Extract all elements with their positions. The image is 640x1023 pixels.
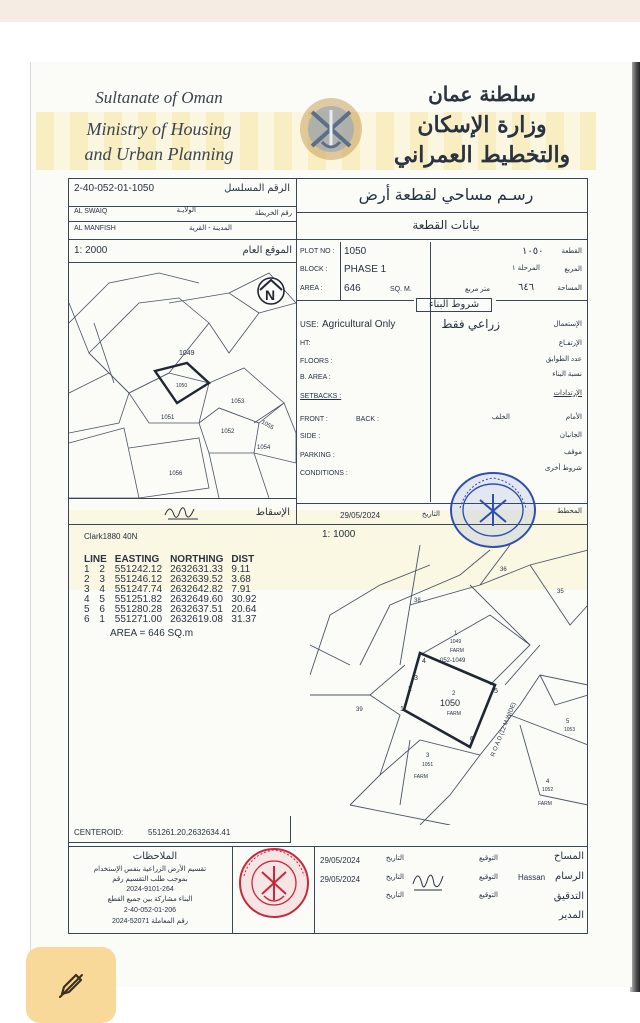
northing: 2632619.08 bbox=[170, 614, 223, 625]
floors-label: FLOORS : bbox=[300, 358, 333, 365]
surveyor-label-ar: المساح bbox=[553, 851, 584, 862]
vertex-label: 6 bbox=[470, 736, 474, 743]
ministry-name-ar-line1: وزارة الإسكان bbox=[417, 112, 547, 138]
front-ar-label: الأمام bbox=[565, 414, 582, 421]
line-to: 5 bbox=[99, 594, 105, 605]
northing: 2632642.82 bbox=[170, 584, 223, 595]
block-label: BLOCK : bbox=[300, 266, 328, 273]
grid-line bbox=[68, 842, 290, 843]
remark-line: 2024-9101-264 bbox=[126, 886, 174, 893]
serial-label-ar: الرقم المسلسل bbox=[224, 183, 290, 194]
sketch-label: 35 bbox=[557, 589, 564, 595]
col-dist: DIST bbox=[231, 554, 255, 565]
use-ar-value: زراعي فقط bbox=[441, 317, 500, 331]
general-location-label-ar: الموقع العام bbox=[242, 245, 292, 256]
col-line: LINE bbox=[84, 554, 107, 565]
village-label-ar: المدينة - القرية bbox=[188, 225, 232, 232]
northing: 2632637.51 bbox=[170, 604, 223, 615]
northing: 2632631.33 bbox=[170, 564, 223, 575]
use-ar-label: الإستعمال bbox=[553, 321, 582, 328]
vertex-label: 3 bbox=[414, 675, 418, 682]
location-scale: 1: 2000 bbox=[74, 245, 108, 256]
side-label: SIDE : bbox=[300, 433, 321, 440]
ministry-name-line2: and Urban Planning bbox=[84, 144, 234, 164]
sketch-plot-id: 1050 bbox=[440, 698, 461, 708]
map-plot-label: 1049 bbox=[179, 350, 195, 357]
projection-label-ar: الإسقاط bbox=[255, 507, 290, 518]
edit-button[interactable] bbox=[26, 947, 116, 1023]
sketch-label: 5 bbox=[566, 719, 570, 725]
director-label-ar: المدير bbox=[558, 910, 584, 921]
sketch-label: 4 bbox=[546, 779, 550, 785]
setbacks-label: SETBACKS : bbox=[300, 393, 342, 400]
easting: 551271.00 bbox=[114, 614, 163, 625]
area-summary: AREA = 646 SQ.m bbox=[110, 628, 194, 639]
remark-line: البناء مشاركة بين جميع القطع bbox=[107, 896, 193, 903]
sketch-label: 1049 bbox=[450, 639, 462, 645]
signature-date-2: 29/05/2024 bbox=[320, 875, 361, 884]
distance: 3.68 bbox=[231, 574, 251, 585]
remark-line: 2-40-052-01-206 bbox=[123, 907, 177, 914]
area-value: 646 bbox=[344, 283, 361, 294]
grid-line bbox=[290, 816, 291, 843]
grid-line bbox=[296, 503, 588, 504]
grid-line bbox=[496, 300, 588, 301]
plot-date-ar-label: التاريخ bbox=[421, 511, 440, 518]
plot-no-value: 1050 bbox=[344, 246, 367, 257]
draftsman-label-ar: الرسام bbox=[555, 871, 584, 882]
grid-line bbox=[68, 498, 296, 499]
height-ar-label: الإرتفـاع bbox=[558, 340, 582, 347]
sketch-label: FARM bbox=[538, 801, 552, 807]
grid-line bbox=[430, 242, 431, 502]
grid-line bbox=[296, 178, 297, 524]
building-area-label: B. AREA : bbox=[300, 374, 331, 381]
plan-ar-label: المخطط bbox=[556, 508, 582, 515]
distance: 31.37 bbox=[231, 614, 257, 625]
sketch-scale: 1: 1000 bbox=[322, 529, 356, 540]
block-ar-value: المرحلة ١ bbox=[511, 265, 540, 272]
plot-date: 29/05/2024 bbox=[340, 511, 381, 520]
date-label-ar: التاريخ bbox=[385, 874, 404, 881]
sketch-label: FARM bbox=[414, 774, 428, 780]
remark-line: تقسيم الأرض الزراعية بنفس الإستخدام bbox=[93, 866, 207, 873]
use-label: USE: bbox=[300, 320, 319, 329]
signature-label-ar: التوقيع bbox=[479, 892, 498, 899]
sketch-label: 36 bbox=[500, 567, 507, 573]
map-plot-label: 1051 bbox=[161, 415, 175, 421]
remark-line: رقم المعاملة 52071-2024 bbox=[111, 918, 189, 925]
height-label: HT: bbox=[300, 340, 311, 347]
date-label-ar: التاريخ bbox=[385, 855, 404, 862]
sketch-label: 1053 bbox=[564, 727, 576, 733]
area-ar-unit: متر مربع bbox=[465, 286, 490, 293]
plot-sketch-map bbox=[310, 545, 588, 825]
line-from: 6 bbox=[84, 614, 90, 625]
line-to: 4 bbox=[99, 584, 105, 595]
table-row bbox=[80, 615, 260, 625]
vertex-label: 4 bbox=[422, 658, 426, 665]
other-conditions-label: CONDITIONS : bbox=[300, 470, 348, 477]
centroid-value: 551261.20,2632634.41 bbox=[148, 828, 231, 837]
northing: 2632649.60 bbox=[170, 594, 223, 605]
grid-line bbox=[340, 242, 341, 300]
north-arrow-icon bbox=[256, 276, 286, 306]
grid-line bbox=[296, 239, 588, 240]
oman-emblem-icon bbox=[298, 96, 364, 162]
col-northing: NORTHING bbox=[170, 554, 224, 565]
grid-line bbox=[314, 846, 315, 934]
distance: 7.91 bbox=[231, 584, 251, 595]
signature-scribble-icon bbox=[410, 866, 446, 896]
front-label: FRONT : bbox=[300, 416, 328, 423]
signature-label-ar: التوقيع bbox=[479, 855, 498, 862]
line-from: 5 bbox=[84, 604, 90, 615]
area-unit: SQ. M. bbox=[390, 286, 412, 293]
grid-line bbox=[68, 239, 296, 240]
svg-text:N: N bbox=[265, 287, 276, 303]
sketch-label: 39 bbox=[356, 707, 363, 713]
vertex-label: 2 bbox=[408, 686, 412, 693]
easting: 551280.28 bbox=[114, 604, 163, 615]
grid-line bbox=[232, 846, 233, 934]
plot-no-ar-label: القطعة bbox=[561, 248, 582, 255]
sketch-label: 1 bbox=[454, 631, 458, 637]
signature-label-ar: التوقيع bbox=[479, 874, 498, 881]
sketch-label: 1051 bbox=[422, 762, 434, 768]
blue-ministry-stamp-icon bbox=[448, 470, 538, 550]
country-name: Sultanate of Oman bbox=[95, 88, 223, 107]
grid-line bbox=[296, 212, 588, 213]
map-plot-label: 1054 bbox=[257, 445, 271, 451]
distance: 30.92 bbox=[231, 594, 257, 605]
red-ministry-stamp-icon bbox=[236, 846, 312, 920]
sketch-label: 052-1049 bbox=[440, 658, 466, 664]
easting: 551242.12 bbox=[114, 564, 163, 575]
ministry-name-ar-line2: والتخطيط العمراني bbox=[393, 142, 571, 168]
vertex-label: 5 bbox=[494, 688, 498, 695]
line-to: 6 bbox=[99, 604, 105, 615]
map-plot-label: 1055 bbox=[260, 419, 275, 432]
remarks-title-ar: الملاحظات bbox=[132, 851, 178, 862]
back-ar-label: الخلف bbox=[491, 414, 510, 421]
date-label-ar: التاريخ bbox=[385, 892, 404, 899]
line-to: 3 bbox=[99, 574, 105, 585]
top-bar bbox=[0, 0, 640, 22]
northing: 2632639.52 bbox=[170, 574, 223, 585]
checker-label-ar: التدقيق bbox=[553, 891, 584, 902]
grid-line bbox=[68, 846, 588, 847]
plot-no-label: PLOT NO : bbox=[300, 248, 335, 255]
other-conditions-ar-label: شروط أخرى bbox=[544, 465, 582, 472]
floors-ar-label: عدد الطوابق bbox=[545, 356, 582, 363]
map-plot-label: 1052 bbox=[221, 429, 235, 435]
block-value: PHASE 1 bbox=[344, 264, 387, 275]
sketch-label: FARM bbox=[447, 711, 461, 717]
datum-label: Clark1880 40N bbox=[84, 532, 138, 541]
use-value: Agricultural Only bbox=[322, 319, 396, 330]
plot-data-title-ar: بيانات القطعة bbox=[412, 218, 480, 232]
line-to: 2 bbox=[99, 564, 105, 575]
line-from: 3 bbox=[84, 584, 90, 595]
map-number-label-ar: رقم الخريطة bbox=[254, 210, 292, 217]
line-from: 4 bbox=[84, 594, 90, 605]
plot-no-ar-value: ١٠٥٠ bbox=[522, 246, 544, 257]
area-ar-value: ٦٤٦ bbox=[518, 282, 535, 293]
building-area-ar-label: نسبة البناء bbox=[552, 371, 582, 378]
village-value: AL MANFISH bbox=[74, 225, 116, 232]
line-to: 1 bbox=[99, 614, 105, 625]
document-title-ar: رسـم مساحي لقطعة أرض bbox=[358, 187, 534, 204]
setbacks-ar-label: الإرتدادات bbox=[553, 390, 582, 397]
wilayat-value: AL SWAIQ bbox=[74, 208, 108, 215]
centroid-label: CENTEROID: bbox=[74, 828, 124, 837]
line-from: 2 bbox=[84, 574, 90, 585]
grid-line bbox=[296, 300, 414, 301]
sketch-label: 1052 bbox=[542, 787, 554, 793]
col-easting: EASTING bbox=[114, 554, 160, 565]
country-name-ar: سلطنة عمان bbox=[428, 82, 536, 106]
signature-date-1: 29/05/2024 bbox=[320, 856, 361, 865]
parking-label: PARKING : bbox=[300, 452, 335, 459]
draftsman-name: Hassan bbox=[518, 873, 546, 882]
grid-line bbox=[68, 221, 296, 222]
serial-number: 2-40-052-01-1050 bbox=[74, 183, 155, 194]
remark-line: بموجب طلب التقسيم رقم bbox=[112, 876, 188, 883]
easting: 551251.82 bbox=[114, 594, 163, 605]
easting: 551246.12 bbox=[114, 574, 163, 585]
easting: 551247.74 bbox=[114, 584, 163, 595]
vertex-label: 1 bbox=[400, 706, 404, 713]
distance: 9.11 bbox=[231, 564, 251, 575]
block-ar-label: المربع bbox=[564, 266, 582, 273]
building-conditions-ar: شروط البناء bbox=[428, 299, 480, 310]
map-plot-label: 1053 bbox=[231, 399, 245, 405]
map-plot-label: 1056 bbox=[169, 471, 183, 477]
map-plot-label: 1050 bbox=[176, 383, 188, 389]
projection-signature-icon bbox=[162, 501, 202, 523]
area-ar-label: المساحة bbox=[557, 285, 582, 292]
road-label: R O A D (12 M.WIDE) bbox=[490, 701, 518, 758]
parking-ar-label: موقف bbox=[564, 449, 582, 456]
area-label: AREA : bbox=[300, 285, 323, 292]
line-from: 1 bbox=[84, 564, 90, 575]
ministry-name-line1: Ministry of Housing bbox=[86, 119, 232, 139]
coordinates-table bbox=[80, 554, 260, 639]
back-label: BACK : bbox=[356, 416, 379, 423]
side-ar-label: الجانبان bbox=[559, 432, 582, 439]
sketch-label: 38 bbox=[414, 598, 421, 604]
wilayat-label-ar: الولايـة bbox=[176, 207, 196, 214]
distance: 20.64 bbox=[231, 604, 257, 615]
pen-edit-icon bbox=[56, 970, 86, 1000]
sketch-label: 3 bbox=[426, 753, 430, 759]
sketch-label: 2 bbox=[452, 691, 456, 697]
sketch-label: FARM bbox=[450, 648, 464, 654]
